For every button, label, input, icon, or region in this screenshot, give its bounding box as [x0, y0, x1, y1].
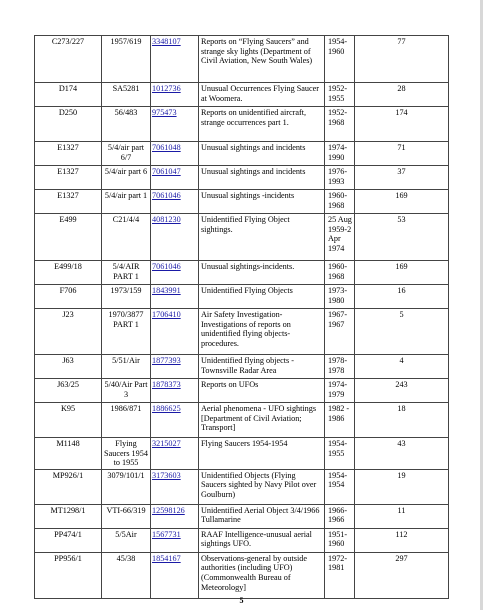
- barcode-link[interactable]: 7061048: [152, 143, 181, 152]
- series-cell: D174: [35, 83, 102, 107]
- page-count-cell: 18: [355, 403, 449, 438]
- table-row: [35, 309, 449, 355]
- series-cell: J63/25: [35, 379, 102, 403]
- table-row: [35, 214, 449, 261]
- page-count-cell: 5: [355, 309, 449, 355]
- title-cell: Reports on “Flying Saucers” and strange sky lights (Department of Civil Aviation, New South Wales): [199, 36, 325, 83]
- table-row: [35, 469, 449, 504]
- control-symbol-cell: 5/51/Air: [102, 355, 151, 379]
- date-range-cell: 1974-1979: [325, 379, 355, 403]
- title-cell: Reports on UFOs: [199, 379, 325, 403]
- table-row: [35, 166, 449, 190]
- table-row: [35, 403, 449, 438]
- series-cell: E499/18: [35, 261, 102, 285]
- barcode-link[interactable]: 1877393: [152, 356, 181, 365]
- series-cell: K95: [35, 403, 102, 438]
- date-range-cell: 1954-1960: [325, 36, 355, 83]
- page-count-cell: 53: [355, 214, 449, 261]
- page-count-cell: 169: [355, 261, 449, 285]
- page-count-cell: 77: [355, 36, 449, 83]
- page-count-cell: 16: [355, 285, 449, 309]
- table-row: [35, 438, 449, 470]
- date-range-cell: 1960-1968: [325, 190, 355, 214]
- barcode-cell: [151, 438, 199, 470]
- table-row: [35, 190, 449, 214]
- barcode-link[interactable]: 1878373: [152, 380, 181, 389]
- control-symbol-cell: 56/483: [102, 107, 151, 142]
- barcode-cell: [151, 83, 199, 107]
- barcode-cell: [151, 469, 199, 504]
- page-count-cell: 19: [355, 469, 449, 504]
- barcode-cell: [151, 504, 199, 528]
- barcode-cell: [151, 261, 199, 285]
- date-range-cell: 1952-1955: [325, 83, 355, 107]
- date-range-cell: 1982 - 1986: [325, 403, 355, 438]
- control-symbol-cell: 5/5Air: [102, 528, 151, 552]
- page-count-cell: 43: [355, 438, 449, 470]
- title-cell: Unidentified Aerial Object 3/4/1966 Tullamarine: [199, 504, 325, 528]
- page-number: 5: [239, 596, 244, 605]
- barcode-link[interactable]: 3173603: [152, 470, 181, 480]
- date-range-cell: 1976-1993: [325, 166, 355, 190]
- barcode-cell: [151, 166, 199, 190]
- date-range-cell: 1951-1960: [325, 528, 355, 552]
- page-count-cell: 37: [355, 166, 449, 190]
- date-range-cell: 1952-1968: [325, 107, 355, 142]
- control-symbol-cell: 5/4/air part 6: [102, 166, 151, 190]
- title-cell: Unidentified Flying Objects: [199, 285, 325, 309]
- barcode-link[interactable]: 3348107: [152, 37, 181, 46]
- table-row: [35, 107, 449, 142]
- barcode-link[interactable]: 7061046: [152, 262, 181, 271]
- barcode-cell: [151, 214, 199, 261]
- date-range-cell: 25 Aug 1959-2 Apr 1974: [325, 214, 355, 261]
- series-cell: MT1298/1: [35, 504, 102, 528]
- barcode-link[interactable]: 1567731: [152, 529, 181, 539]
- series-cell: J63: [35, 355, 102, 379]
- barcode-link[interactable]: 975473: [152, 108, 177, 117]
- barcode-cell: [151, 107, 199, 142]
- title-cell: Air Safety Investigation-Investigations of reports on unidentified flying objects-procedures.: [199, 309, 325, 355]
- control-symbol-cell: SA5281: [102, 83, 151, 107]
- title-cell: Aerial phenomena - UFO sightings [Department of Civil Aviation; Transport]: [199, 403, 325, 438]
- title-cell: Unidentified Objects (Flying Saucers sighted by Navy Pilot over Goulburn): [199, 469, 325, 504]
- control-symbol-cell: C21/4/4: [102, 214, 151, 261]
- control-symbol-cell: 5/40/Air Part 3: [102, 379, 151, 403]
- page-count-cell: 174: [355, 107, 449, 142]
- table-row: [35, 552, 449, 598]
- barcode-cell: [151, 379, 199, 403]
- title-cell: RAAF Intelligence-unusual aerial sightings UFO.: [199, 528, 325, 552]
- barcode-cell: [151, 285, 199, 309]
- date-range-cell: 1974-1990: [325, 142, 355, 166]
- barcode-cell: [151, 36, 199, 83]
- series-cell: PP956/1: [35, 552, 102, 598]
- control-symbol-cell: 3079/101/1: [102, 469, 151, 504]
- page-count-cell: 71: [355, 142, 449, 166]
- barcode-link[interactable]: 12598126: [152, 505, 185, 515]
- title-cell: Flying Saucers 1954-1954: [199, 438, 325, 470]
- table-row: [35, 379, 449, 403]
- control-symbol-cell: 1973/159: [102, 285, 151, 309]
- table-row: [35, 83, 449, 107]
- barcode-cell: [151, 355, 199, 379]
- page-count-cell: 243: [355, 379, 449, 403]
- page-count-cell: 11: [355, 504, 449, 528]
- barcode-cell: [151, 142, 199, 166]
- page-count-cell: 28: [355, 83, 449, 107]
- barcode-cell: [151, 528, 199, 552]
- series-cell: E499: [35, 214, 102, 261]
- date-range-cell: 1954-1955: [325, 438, 355, 470]
- control-symbol-cell: 5/4/air part 6/7: [102, 142, 151, 166]
- barcode-link[interactable]: 7061046: [152, 191, 181, 200]
- table-row: [35, 285, 449, 309]
- date-range-cell: 1954-1954: [325, 469, 355, 504]
- series-cell: E1327: [35, 190, 102, 214]
- series-cell: MP926/1: [35, 469, 102, 504]
- date-range-cell: 1967-1967: [325, 309, 355, 355]
- title-cell: Unidentified Flying Object sightings.: [199, 214, 325, 261]
- series-cell: C273/227: [35, 36, 102, 83]
- records-table: [34, 35, 449, 599]
- series-cell: M1148: [35, 438, 102, 470]
- page-count-cell: 4: [355, 355, 449, 379]
- barcode-link[interactable]: 1843991: [152, 286, 181, 295]
- title-cell: Unusual sightings and incidents: [199, 166, 325, 190]
- records-table-body: [35, 36, 449, 599]
- control-symbol-cell: VTI-66/319: [102, 504, 151, 528]
- date-range-cell: 1966-1966: [325, 504, 355, 528]
- control-symbol-cell: 5/4/AIR PART 1: [102, 261, 151, 285]
- barcode-link[interactable]: 3215027: [152, 439, 181, 448]
- page-count-cell: 169: [355, 190, 449, 214]
- series-cell: PP474/1: [35, 528, 102, 552]
- barcode-link[interactable]: 7061047: [152, 167, 181, 176]
- title-cell: Unusual sightings -incidents: [199, 190, 325, 214]
- barcode-link[interactable]: 1886625: [152, 404, 181, 413]
- series-cell: E1327: [35, 142, 102, 166]
- series-cell: E1327: [35, 166, 102, 190]
- series-cell: F706: [35, 285, 102, 309]
- control-symbol-cell: 1970/3877 PART 1: [102, 309, 151, 355]
- table-row: [35, 36, 449, 83]
- page-count-cell: 112: [355, 528, 449, 552]
- barcode-cell: [151, 190, 199, 214]
- control-symbol-cell: 45/38: [102, 552, 151, 598]
- table-row: [35, 261, 449, 285]
- title-cell: Unusual Occurrences Flying Saucer at Woomera.: [199, 83, 325, 107]
- table-row: [35, 142, 449, 166]
- control-symbol-cell: 1986/871: [102, 403, 151, 438]
- barcode-link[interactable]: 4081230: [152, 215, 181, 224]
- date-range-cell: 1972-1981: [325, 552, 355, 598]
- control-symbol-cell: 5/4/air part 1: [102, 190, 151, 214]
- title-cell: Unidentified flying objects - Townsville Radar Area: [199, 355, 325, 379]
- title-cell: Unusual sightings and incidents: [199, 142, 325, 166]
- control-symbol-cell: Flying Saucers 1954 to 1955: [102, 438, 151, 470]
- title-cell: Observations-general by outside authorities (including UFO) (Commonwealth Bureau of Meteorology]: [199, 552, 325, 598]
- date-range-cell: 1978-1978: [325, 355, 355, 379]
- barcode-link[interactable]: 1706410: [152, 310, 181, 319]
- table-row: [35, 528, 449, 552]
- control-symbol-cell: 1957/619: [102, 36, 151, 83]
- barcode-cell: [151, 403, 199, 438]
- date-range-cell: 1973-1980: [325, 285, 355, 309]
- barcode-link[interactable]: 1854167: [152, 553, 181, 563]
- barcode-link[interactable]: 1012736: [152, 84, 181, 93]
- series-cell: J23: [35, 309, 102, 355]
- page-count-cell: 297: [355, 552, 449, 598]
- barcode-cell: [151, 309, 199, 355]
- date-range-cell: 1960-1968: [325, 261, 355, 285]
- title-cell: Reports on unidentified aircraft, strange occurrences part 1.: [199, 107, 325, 142]
- table-row: [35, 355, 449, 379]
- series-cell: D250: [35, 107, 102, 142]
- title-cell: Unusual sightings-incidents.: [199, 261, 325, 285]
- table-row: [35, 504, 449, 528]
- barcode-cell: [151, 552, 199, 598]
